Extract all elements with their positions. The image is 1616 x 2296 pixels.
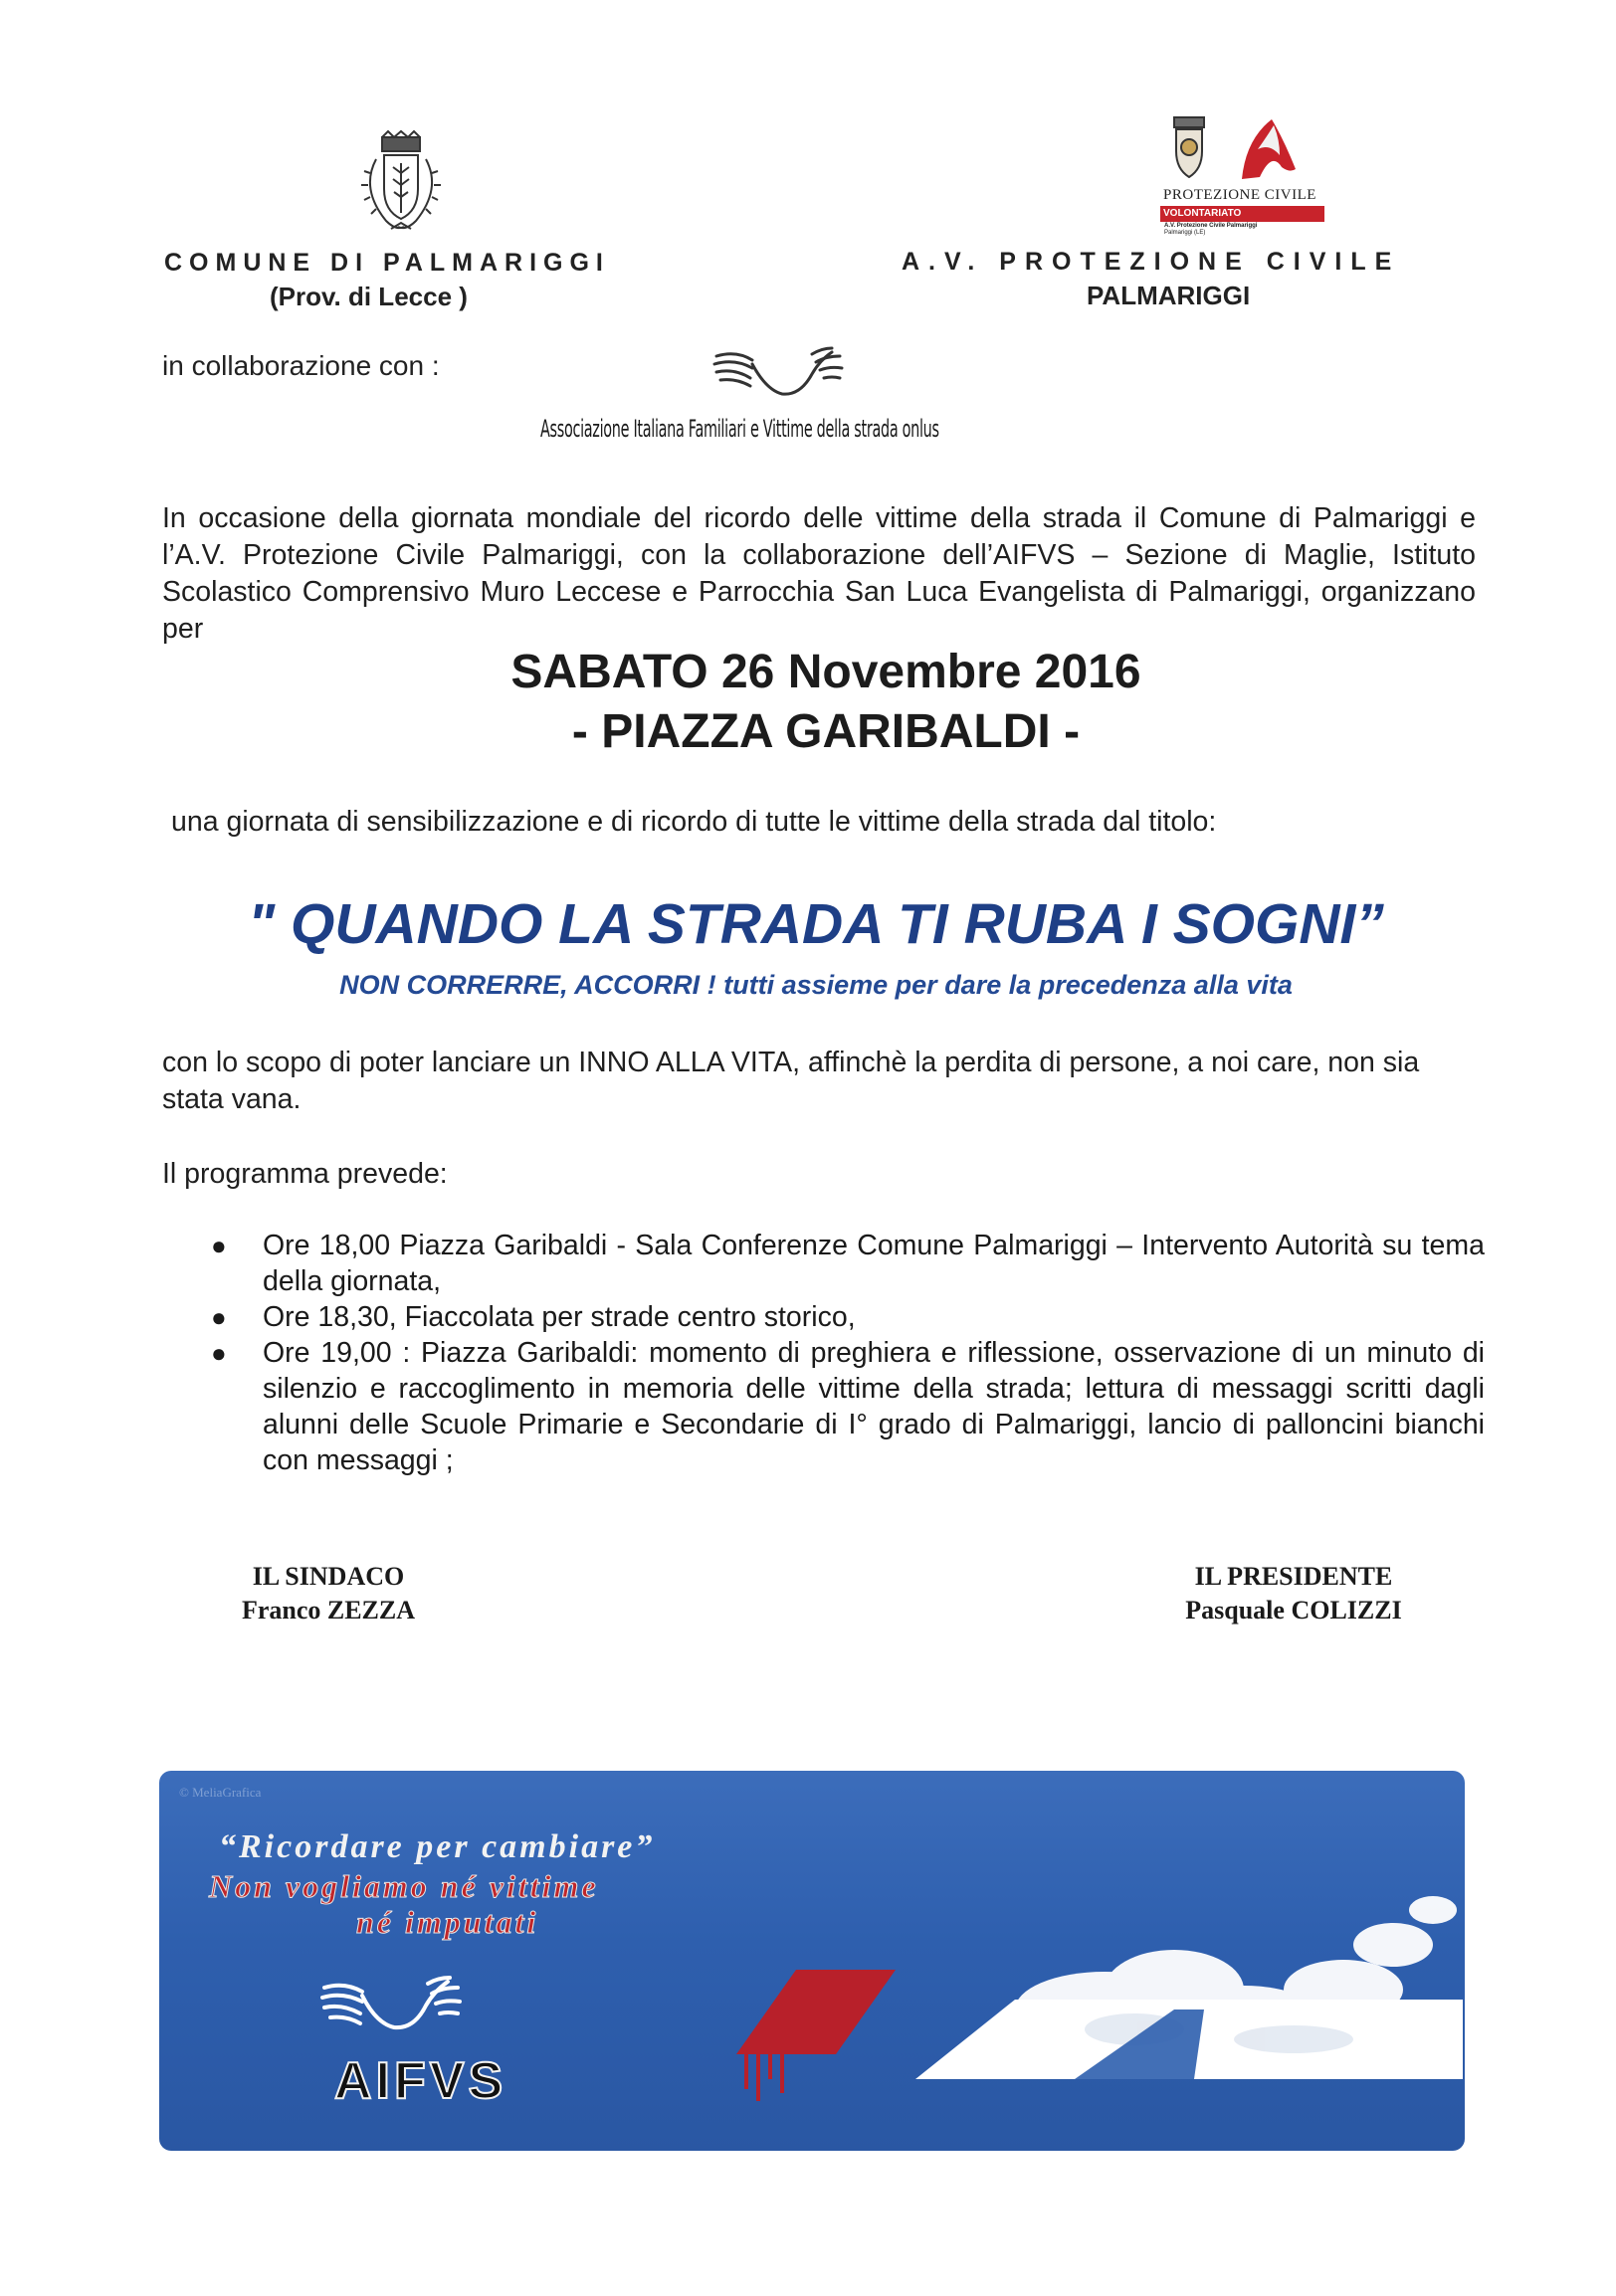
program-item-text: Ore 18,00 Piazza Garibaldi - Sala Conferenze Comune Palmariggi – Intervento Autorità su tema della giornata,: [263, 1230, 1485, 1297]
program-item: [211, 1299, 1485, 1335]
signature-left-name: Franco ZEZZA: [241, 1596, 416, 1625]
collaboration-label: in collaborazione con :: [162, 350, 440, 381]
signature-right: [1129, 1560, 1458, 1627]
signature-left-role: IL SINDACO: [252, 1562, 405, 1591]
signature-left: [179, 1560, 478, 1627]
slogan-title: " QUANDO LA STRADA TI RUBA I SOGNI”: [248, 892, 1384, 956]
signature-right-name: Pasquale COLIZZI: [1185, 1596, 1402, 1625]
program-item: [211, 1228, 1485, 1299]
banner-red-line-1: Non vogliamo né vittime: [209, 1868, 599, 1904]
slogan-tagline: NON CORRERRE, ACCORRI ! tutti assieme per dare la precedenza alla vita: [339, 970, 1293, 1000]
aifvs-banner: [159, 1771, 1465, 2151]
intro-paragraph: In occasione della giornata mondiale del ricordo delle vittime della strada il Comune di Palmariggi e l’A.V. Protezione Civile Palmariggi, con la collaborazione dell’AIFVS – Sezione di Maglie, Istituto Scolastico Comprensivo Muro Leccese e Parrocchia San Luca Evangelista di Palmariggi, organizzano per: [162, 502, 1476, 645]
event-place: - PIAZZA GARIBALDI -: [571, 705, 1081, 758]
purpose-paragraph: con lo scopo di poter lanciare un INNO ALLA VITA, affinchè la perdita di persone, a noi care, non sia stata vana.: [162, 1047, 1420, 1115]
program-heading: Il programma prevede:: [162, 1158, 448, 1190]
signature-right-role: IL PRESIDENTE: [1194, 1562, 1393, 1591]
comune-coat-of-arms: [346, 129, 456, 239]
subtitle-line: una giornata di sensibilizzazione e di ricordo di tutte le vittime della strada dal titolo:: [171, 806, 1217, 838]
banner-red-line-2: né imputati: [356, 1904, 539, 1940]
bullet-icon: ●: [211, 1338, 227, 1368]
banner-watermark: © MeliaGrafica: [179, 1785, 262, 1800]
protezione-town: PALMARIGGI: [1087, 281, 1251, 310]
bullet-icon: ●: [211, 1302, 227, 1332]
comune-province: (Prov. di Lecce ): [270, 282, 468, 311]
protezione-band: VOLONTARIATO: [1160, 206, 1324, 222]
program-item: [211, 1335, 1485, 1478]
protezione-caption: PROTEZIONE CIVILE: [1163, 187, 1316, 203]
program-list: [211, 1228, 1485, 1478]
event-date: SABATO 26 Novembre 2016: [510, 646, 1141, 698]
protezione-tiny-line-1: A.V. Protezione Civile Palmariggi: [1164, 223, 1258, 229]
banner-brand: AIFVS: [334, 2052, 507, 2110]
program-item-text: Ore 19,00 : Piazza Garibaldi: momento di preghiera e riflessione, osservazione di un minuto di silenzio e raccoglimento in memoria delle vittime della strada; lettura di messaggi scritti dagli alunni delle Scuole Primarie e Secondarie di I° grado di Palmariggi, lancio di palloncini bianchi con messaggi ;: [263, 1337, 1485, 1476]
protezione-title: A.V. PROTEZIONE CIVILE: [902, 248, 1401, 276]
program-item-text: Ore 18,30, Fiaccolata per strade centro storico,: [263, 1301, 856, 1333]
cloud-road-graphic: [876, 1870, 1463, 2129]
protezione-tiny-line-2: Palmariggi (LE): [1164, 230, 1206, 236]
comune-title: COMUNE DI PALMARIGGI: [164, 249, 610, 277]
bullet-icon: ●: [211, 1231, 227, 1260]
banner-hands-icon: [318, 1966, 468, 2045]
association-name: Associazione Italiana Familiari e Vittime della strada onlus: [540, 415, 939, 443]
protezione-civile-logo: [1154, 109, 1316, 239]
banner-quote: “Ricordare per cambiare”: [219, 1828, 656, 1865]
hands-icon: [708, 338, 848, 408]
